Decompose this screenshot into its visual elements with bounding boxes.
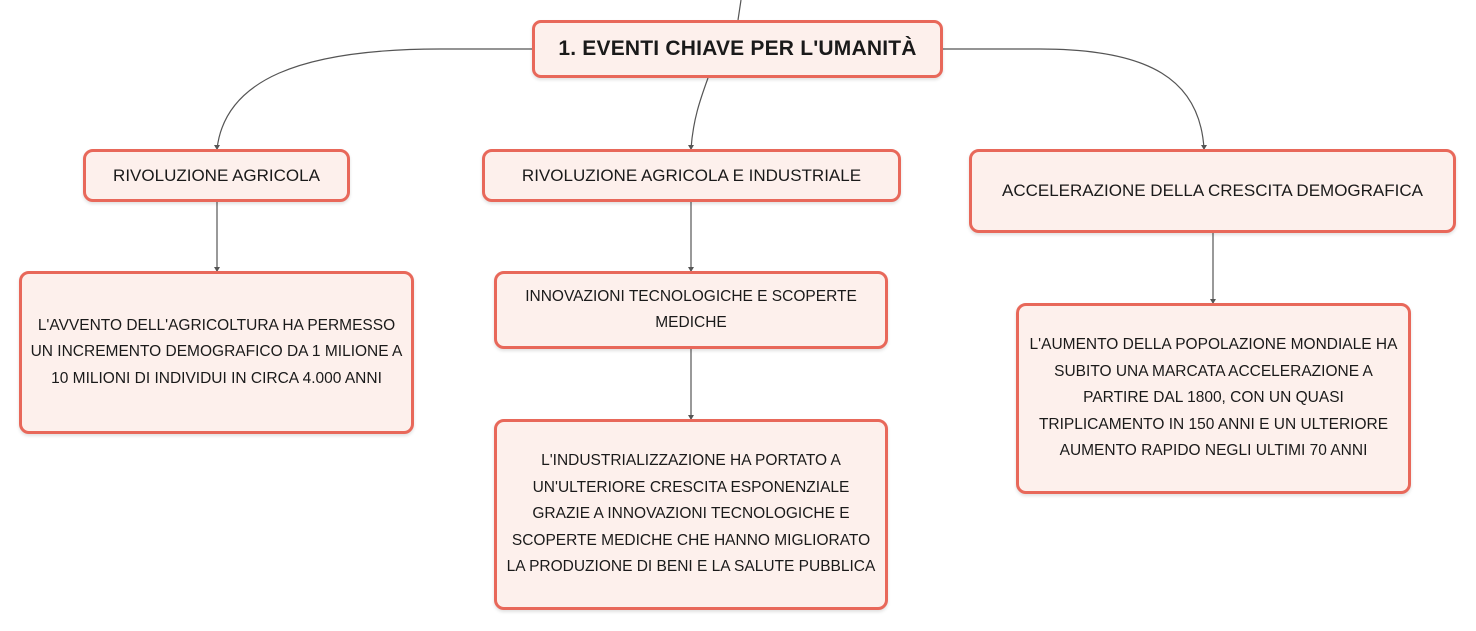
subtopic-node-agricoltura[interactable] [19, 271, 414, 434]
subtopic-text: L'AUMENTO DELLA POPOLAZIONE MONDIALE HA SUBITO UNA MARCATA ACCELERAZIONE A PARTIRE DAL 1800, CON UN QUASI TRIPLICAMENTO IN 150 ANNI E UN ULTERIORE AUMENTO RAPIDO NEGLI ULTIMI 70 ANNI [1029, 336, 1398, 460]
subtopic-node-industrializzazione[interactable] [494, 419, 888, 610]
connector-root-branch-1 [217, 49, 532, 149]
subtopic-text: INNOVAZIONI TECNOLOGICHE E SCOPERTE MEDICHE [525, 287, 857, 331]
topic-node-rivoluzione-agricola[interactable] [83, 149, 350, 202]
topic-node-accelerazione-crescita[interactable] [969, 149, 1456, 233]
connector-root-branch-2 [691, 78, 708, 149]
topic-label: ACCELERAZIONE DELLA CRESCITA DEMOGRAFICA [1002, 181, 1423, 200]
central-topic-node[interactable] [532, 20, 943, 78]
subtopic-text: L'AVVENTO DELL'AGRICOLTURA HA PERMESSO UN INCREMENTO DEMOGRAFICO DA 1 MILIONE A 10 MILIONI DI INDIVIDUI IN CIRCA 4.000 ANNI [30, 316, 403, 387]
topic-node-rivoluzione-agricola-industriale[interactable] [482, 149, 901, 202]
topic-label: RIVOLUZIONE AGRICOLA E INDUSTRIALE [521, 165, 862, 185]
subtopic-node-popolazione[interactable] [1016, 303, 1411, 494]
connector-root-parent [738, 0, 741, 20]
topic-label: RIVOLUZIONE AGRICOLA [113, 165, 320, 185]
central-topic-label: 1. EVENTI CHIAVE PER L'UMANITÀ [558, 37, 917, 60]
subtopic-node-innovazioni[interactable] [494, 271, 888, 349]
connector-root-branch-3 [943, 49, 1204, 149]
subtopic-text: L'INDUSTRIALIZZAZIONE HA PORTATO A UN'ULTERIORE CRESCITA ESPONENZIALE GRAZIE A INNOVAZIONI TECNOLOGICHE E SCOPERTE MEDICHE CHE HANNO MIGLIORATO LA PRODUZIONE DI BENI E LA SALUTE PUBBLICA [506, 452, 876, 576]
